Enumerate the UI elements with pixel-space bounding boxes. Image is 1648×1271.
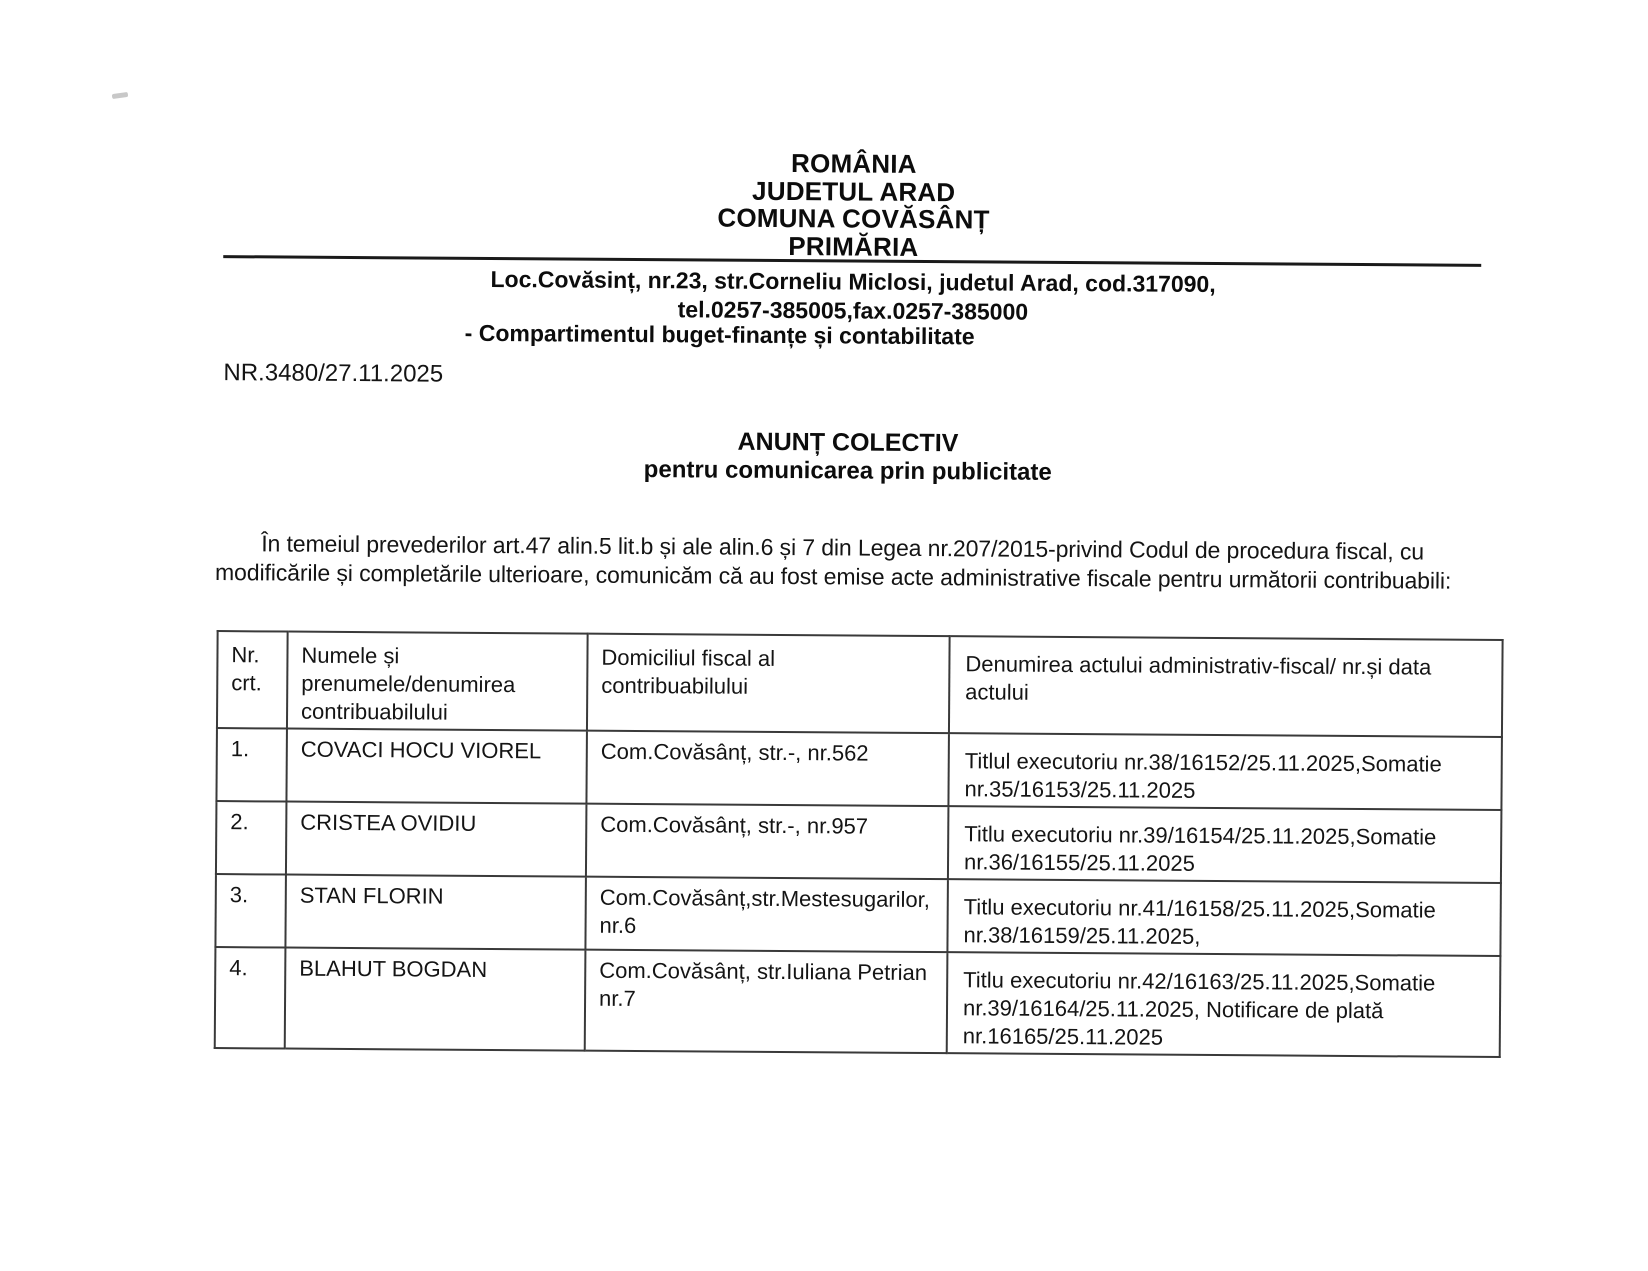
cell-name: COVACI HOCU VIOREL — [286, 729, 587, 804]
header-nr-crt: Nr. crt. — [217, 631, 288, 728]
header-address: Domiciliul fiscal al contribuabilului — [587, 634, 950, 734]
table-row — [216, 728, 1501, 810]
institution-header: ROMÂNIA JUDETUL ARAD COMUNA COVĂSÂNȚ PRIMĂRIA — [717, 148, 990, 262]
registration-number: NR.3480/27.11.2025 — [223, 359, 444, 388]
table-header-row — [217, 631, 1503, 737]
contribuabili-table — [214, 630, 1504, 1058]
cell-address: Com.Covăsânț, str.Iuliana Petrian nr.7 — [585, 950, 948, 1054]
department-line: - Compartimentul buget-finanțe și contabilitate — [464, 319, 975, 350]
cell-address: Com.Covăsânț,str.Mestesugarilor, nr.6 — [585, 877, 948, 953]
cell-nr: 4. — [215, 947, 286, 1048]
phone-fax-line: tel.0257-385005,fax.0257-385000 — [677, 296, 1029, 325]
cell-acts: Titlu executoriu nr.39/16154/25.11.2025,Somatie nr.36/16155/25.11.2025 — [948, 806, 1501, 883]
cell-acts: Titlul executoriu nr.38/16152/25.11.2025,Somatie nr.35/16153/25.11.2025 — [948, 733, 1501, 810]
header-name: Numele și prenumele/denumirea contribuabilului — [287, 632, 588, 731]
intro-paragraph: În temeiul prevederilor art.47 alin.5 lit.b și ale alin.6 și 7 din Legea nr.207/2015-privind Codul de procedura fiscal, cu modificările și completările ulterioare, comunicăm că au fost emise acte administrative fiscale pentru următorii contribuabili: — [214, 530, 1452, 594]
cell-acts: Titlu executoriu nr.42/16163/25.11.2025,Somatie nr.39/16164/25.11.2025, Notificare de plată nr.16165/25.11.2025 — [947, 952, 1501, 1057]
header-acts: Denumirea actului administrativ-fiscal/ nr.și data actului — [949, 636, 1503, 737]
table-row — [215, 874, 1500, 956]
document-title: ANUNȚ COLECTIV — [737, 427, 959, 458]
cell-name: STAN FLORIN — [285, 875, 586, 950]
cell-address: Com.Covăsânț, str.-, nr.562 — [586, 731, 949, 807]
cell-name: CRISTEA OVIDIU — [286, 802, 587, 877]
cell-nr: 1. — [216, 728, 287, 801]
cell-nr: 2. — [216, 801, 287, 874]
document-subtitle: pentru comunicarea prin publicitate — [643, 456, 1052, 486]
cell-nr: 3. — [215, 874, 286, 947]
table-row — [215, 947, 1501, 1057]
table-row — [216, 801, 1501, 883]
cell-acts: Titlu executoriu nr.41/16158/25.11.2025,Somatie nr.38/16159/25.11.2025, — [947, 879, 1500, 956]
address-line: Loc.Covăsinț, nr.23, str.Corneliu Miclosi, judetul Arad, cod.317090, — [490, 265, 1216, 298]
cell-name: BLAHUT BOGDAN — [285, 948, 586, 1051]
cell-address: Com.Covăsânț, str.-, nr.957 — [586, 804, 949, 880]
